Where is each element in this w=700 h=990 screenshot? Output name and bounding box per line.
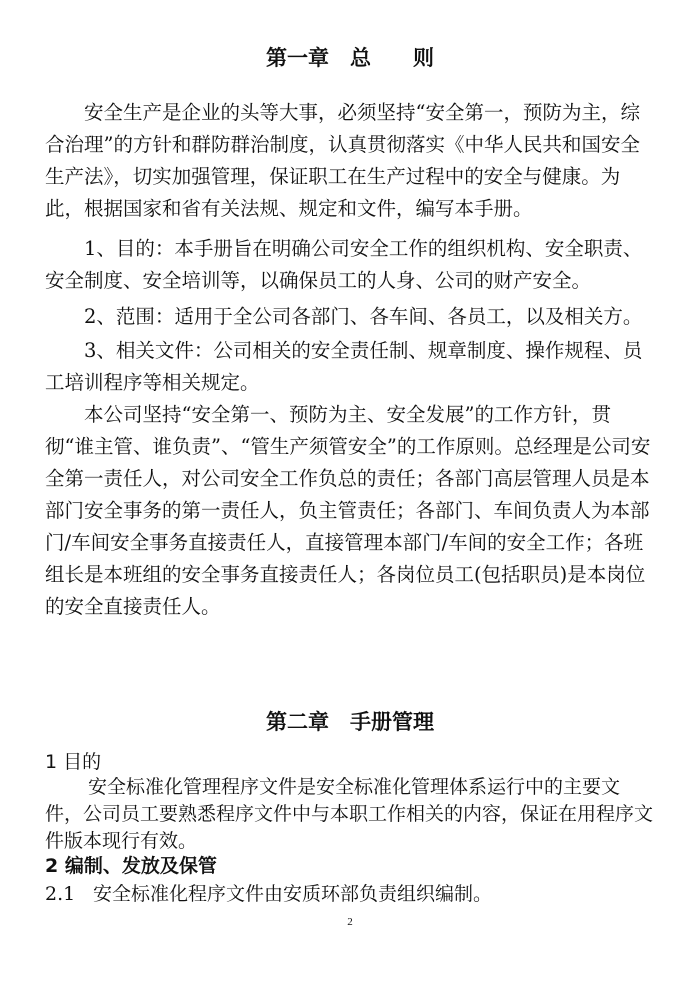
chapter-1-paragraph-intro: 安全生产是企业的头等大事，必须坚持“安全第一，预防为主，综合治理”的方针和群防群治制度，认真贯彻落实《中华人民共和国安全生产法》，切实加强管理，保证职工在生产过程中的安全与健康。为此，根据国家和省有关法规、规定和文件，编写本手册。 xyxy=(45,101,640,220)
clause-2-1 xyxy=(45,880,492,908)
chapter-1-paragraph-scope: 2、范围：适用于全公司各部门、各车间、各员工，以及相关方。 xyxy=(84,305,643,328)
clause-text: 安全标准化程序文件由安质环部负责组织编制。 xyxy=(93,883,493,905)
section-2-heading: 2 编制、发放及保管 xyxy=(45,855,217,877)
chapter-1-paragraph-responsibility: 本公司坚持“安全第一、预防为主、安全发展”的工作方针，贯彻“谁主管、谁负责”、“管生产须管安全”的工作原则。总经理是公司安全第一责任人，对公司安全工作负总的责任；各部门高层管理人员是本部门安全事务的第一责任人，负主管责任；各部门、车间负责人为本部门/车间安全事务直接责任人，直接管理本部门/车间的安全工作；各班组长是本班组的安全事务直接责任人；各岗位员工(包括职员)是本岗位的安全直接责任人。 xyxy=(45,403,651,618)
chapter-1-paragraph-related-documents: 3、相关文件：公司相关的安全责任制、规章制度、操作规程、员工培训程序等相关规定。 xyxy=(45,339,643,394)
chapter-1-paragraph-purpose: 1、目的：本手册旨在明确公司安全工作的组织机构、安全职责、安全制度、安全培训等，以确保员工的人身、公司的财产安全。 xyxy=(45,237,643,292)
page-number: 2 xyxy=(347,916,353,928)
chapter-2-title: 第二章 手册管理 xyxy=(266,710,434,734)
chapter-1-title: 第一章 总 则 xyxy=(266,46,434,70)
section-1-text: 安全标准化管理程序文件是安全标准化管理体系运行中的主要文件，公司员工要熟悉程序文件中与本职工作相关的内容，保证在用程序文件版本现行有效。 xyxy=(45,776,654,852)
clause-number: 2.1 xyxy=(45,883,76,905)
section-1-heading: 1 目的 xyxy=(45,751,102,773)
